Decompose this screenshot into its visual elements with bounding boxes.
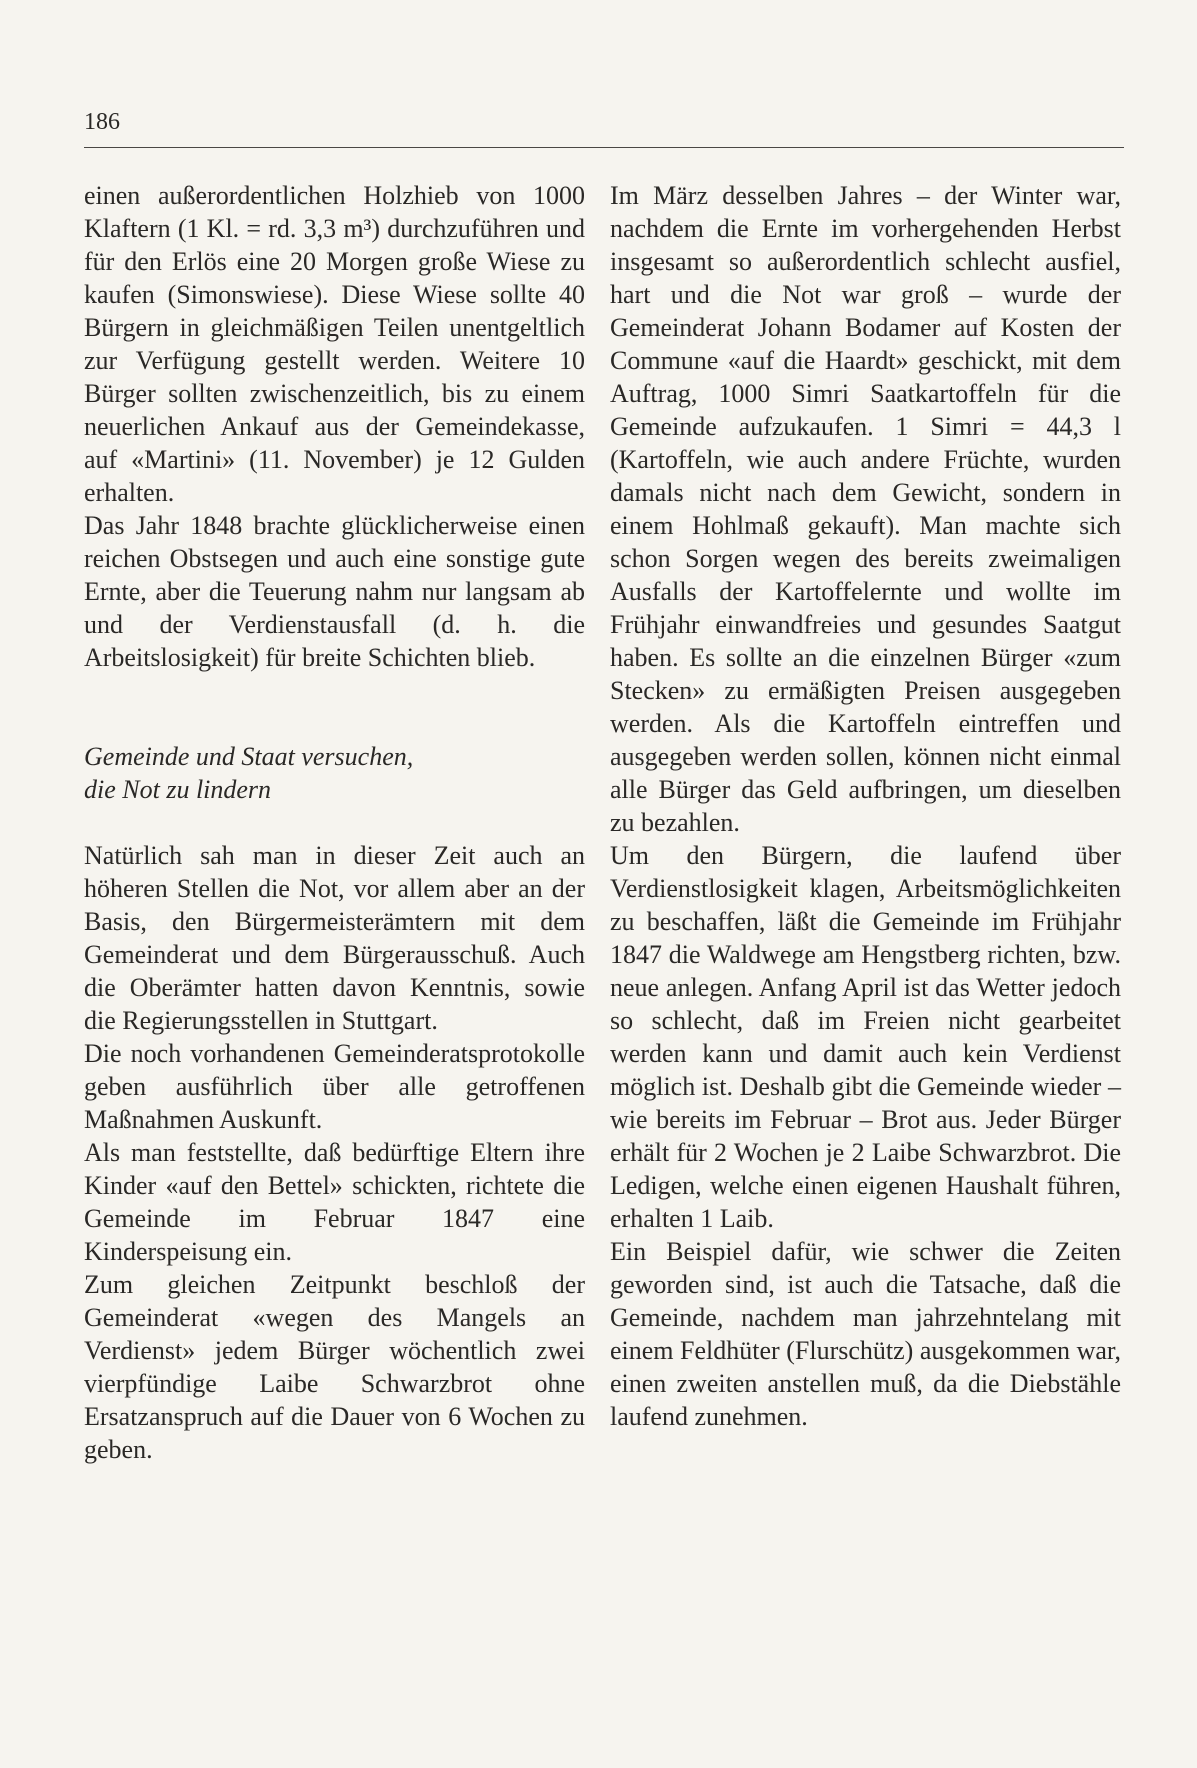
paragraph: Im März desselben Jahres – der Winter war, nachdem die Ernte im vorhergehenden Herbst insgesamt so außerordentlich schlecht ausfiel, hart und die Not war groß – wurde der Gemeinderat Johann Bodamer auf Kosten der Commune «auf die Haardt» geschickt, mit dem Auftrag, 1000 Simri Saatkartoffeln für die Gemeinde aufzukaufen. 1 Simri = 44,3 l (Kartoffeln, wie auch andere Früchte, wurden damals nicht nach dem Gewicht, sondern in einem Hohlmaß gekauft). Man machte sich schon Sorgen wegen des bereits zweimaligen Ausfalls der Kartoffelernte und wollte im Frühjahr einwandfreies und gesundes Saatgut haben. Es sollte an die einzelnen Bürger «zum Stecken» zu ermäßigten Preisen ausgegeben werden. Als die Kartoffeln eintreffen und ausgegeben werden sollen, können nicht einmal alle Bürger das Geld aufbringen, um dieselben zu bezahlen. xyxy=(610,181,1121,837)
right-column xyxy=(610,179,1121,1433)
paragraph: Natürlich sah man in dieser Zeit auch an höheren Stellen die Not, vor allem aber an der Basis, den Bürgermeisterämtern mit dem Gemeinderat und dem Bürgerausschuß. Auch die Oberämter hatten davon Kenntnis, sowie die Regierungsstellen in Stuttgart. xyxy=(84,841,585,1035)
section-heading-line: die Not zu lindern xyxy=(84,775,272,804)
left-column xyxy=(84,179,585,1466)
section-heading-line: Gemeinde und Staat versuchen, xyxy=(84,742,414,771)
paragraph: einen außerordentlichen Holzhieb von 1000 Klaftern (1 Kl. = rd. 3,3 m³) durchzuführen und für den Erlös eine 20 Morgen große Wiese zu kaufen (Simonswiese). Diese Wiese sollte 40 Bürgern in gleichmäßigen Teilen unentgeltlich zur Verfügung gestellt werden. Weitere 10 Bürger sollten zwischenzeitlich, bis zu einem neuerlichen Ankauf aus der Gemeindekasse, auf «Martini» (11. November) je 12 Gulden erhalten. xyxy=(84,181,585,507)
paragraph: Die noch vorhandenen Gemeinderatsprotokolle geben ausführlich über alle getroffenen Maßnahmen Auskunft. xyxy=(84,1039,585,1134)
page-number: 186 xyxy=(84,109,120,135)
paragraph: Zum gleichen Zeitpunkt beschloß der Gemeinderat «wegen des Mangels an Verdienst» jedem Bürger wöchentlich zwei vierpfündige Laibe Schwarzbrot ohne Ersatzanspruch auf die Dauer von 6 Wochen zu geben. xyxy=(84,1270,585,1464)
paragraph: Als man feststellte, daß bedürftige Eltern ihre Kinder «auf den Bettel» schickten, richtete die Gemeinde im Februar 1847 eine Kinderspeisung ein. xyxy=(84,1138,585,1266)
header-rule xyxy=(84,147,1124,148)
paragraph: Ein Beispiel dafür, wie schwer die Zeiten geworden sind, ist auch die Tatsache, daß die Gemeinde, nachdem man jahrzehntelang mit einem Feldhüter (Flurschütz) ausgekommen war, einen zweiten anstellen muß, da die Diebstähle laufend zunehmen. xyxy=(610,1237,1121,1431)
paragraph: Um den Bürgern, die laufend über Verdienstlosigkeit klagen, Arbeitsmöglichkeiten zu beschaffen, läßt die Gemeinde im Frühjahr 1847 die Waldwege am Hengstberg richten, bzw. neue anlegen. Anfang April ist das Wetter jedoch so schlecht, daß im Freien nicht gearbeitet werden kann und damit auch kein Verdienst möglich ist. Deshalb gibt die Gemeinde wieder – wie bereits im Februar – Brot aus. Jeder Bürger erhält für 2 Wochen je 2 Laibe Schwarzbrot. Die Ledigen, welche einen eigenen Haushalt führen, erhalten 1 Laib. xyxy=(610,841,1121,1233)
paragraph: Das Jahr 1848 brachte glücklicherweise einen reichen Obstsegen und auch eine sonstige gute Ernte, aber die Teuerung nahm nur langsam ab und der Verdienstausfall (d. h. die Arbeitslosigkeit) für breite Schichten blieb. xyxy=(84,511,585,672)
section-heading xyxy=(84,740,585,806)
